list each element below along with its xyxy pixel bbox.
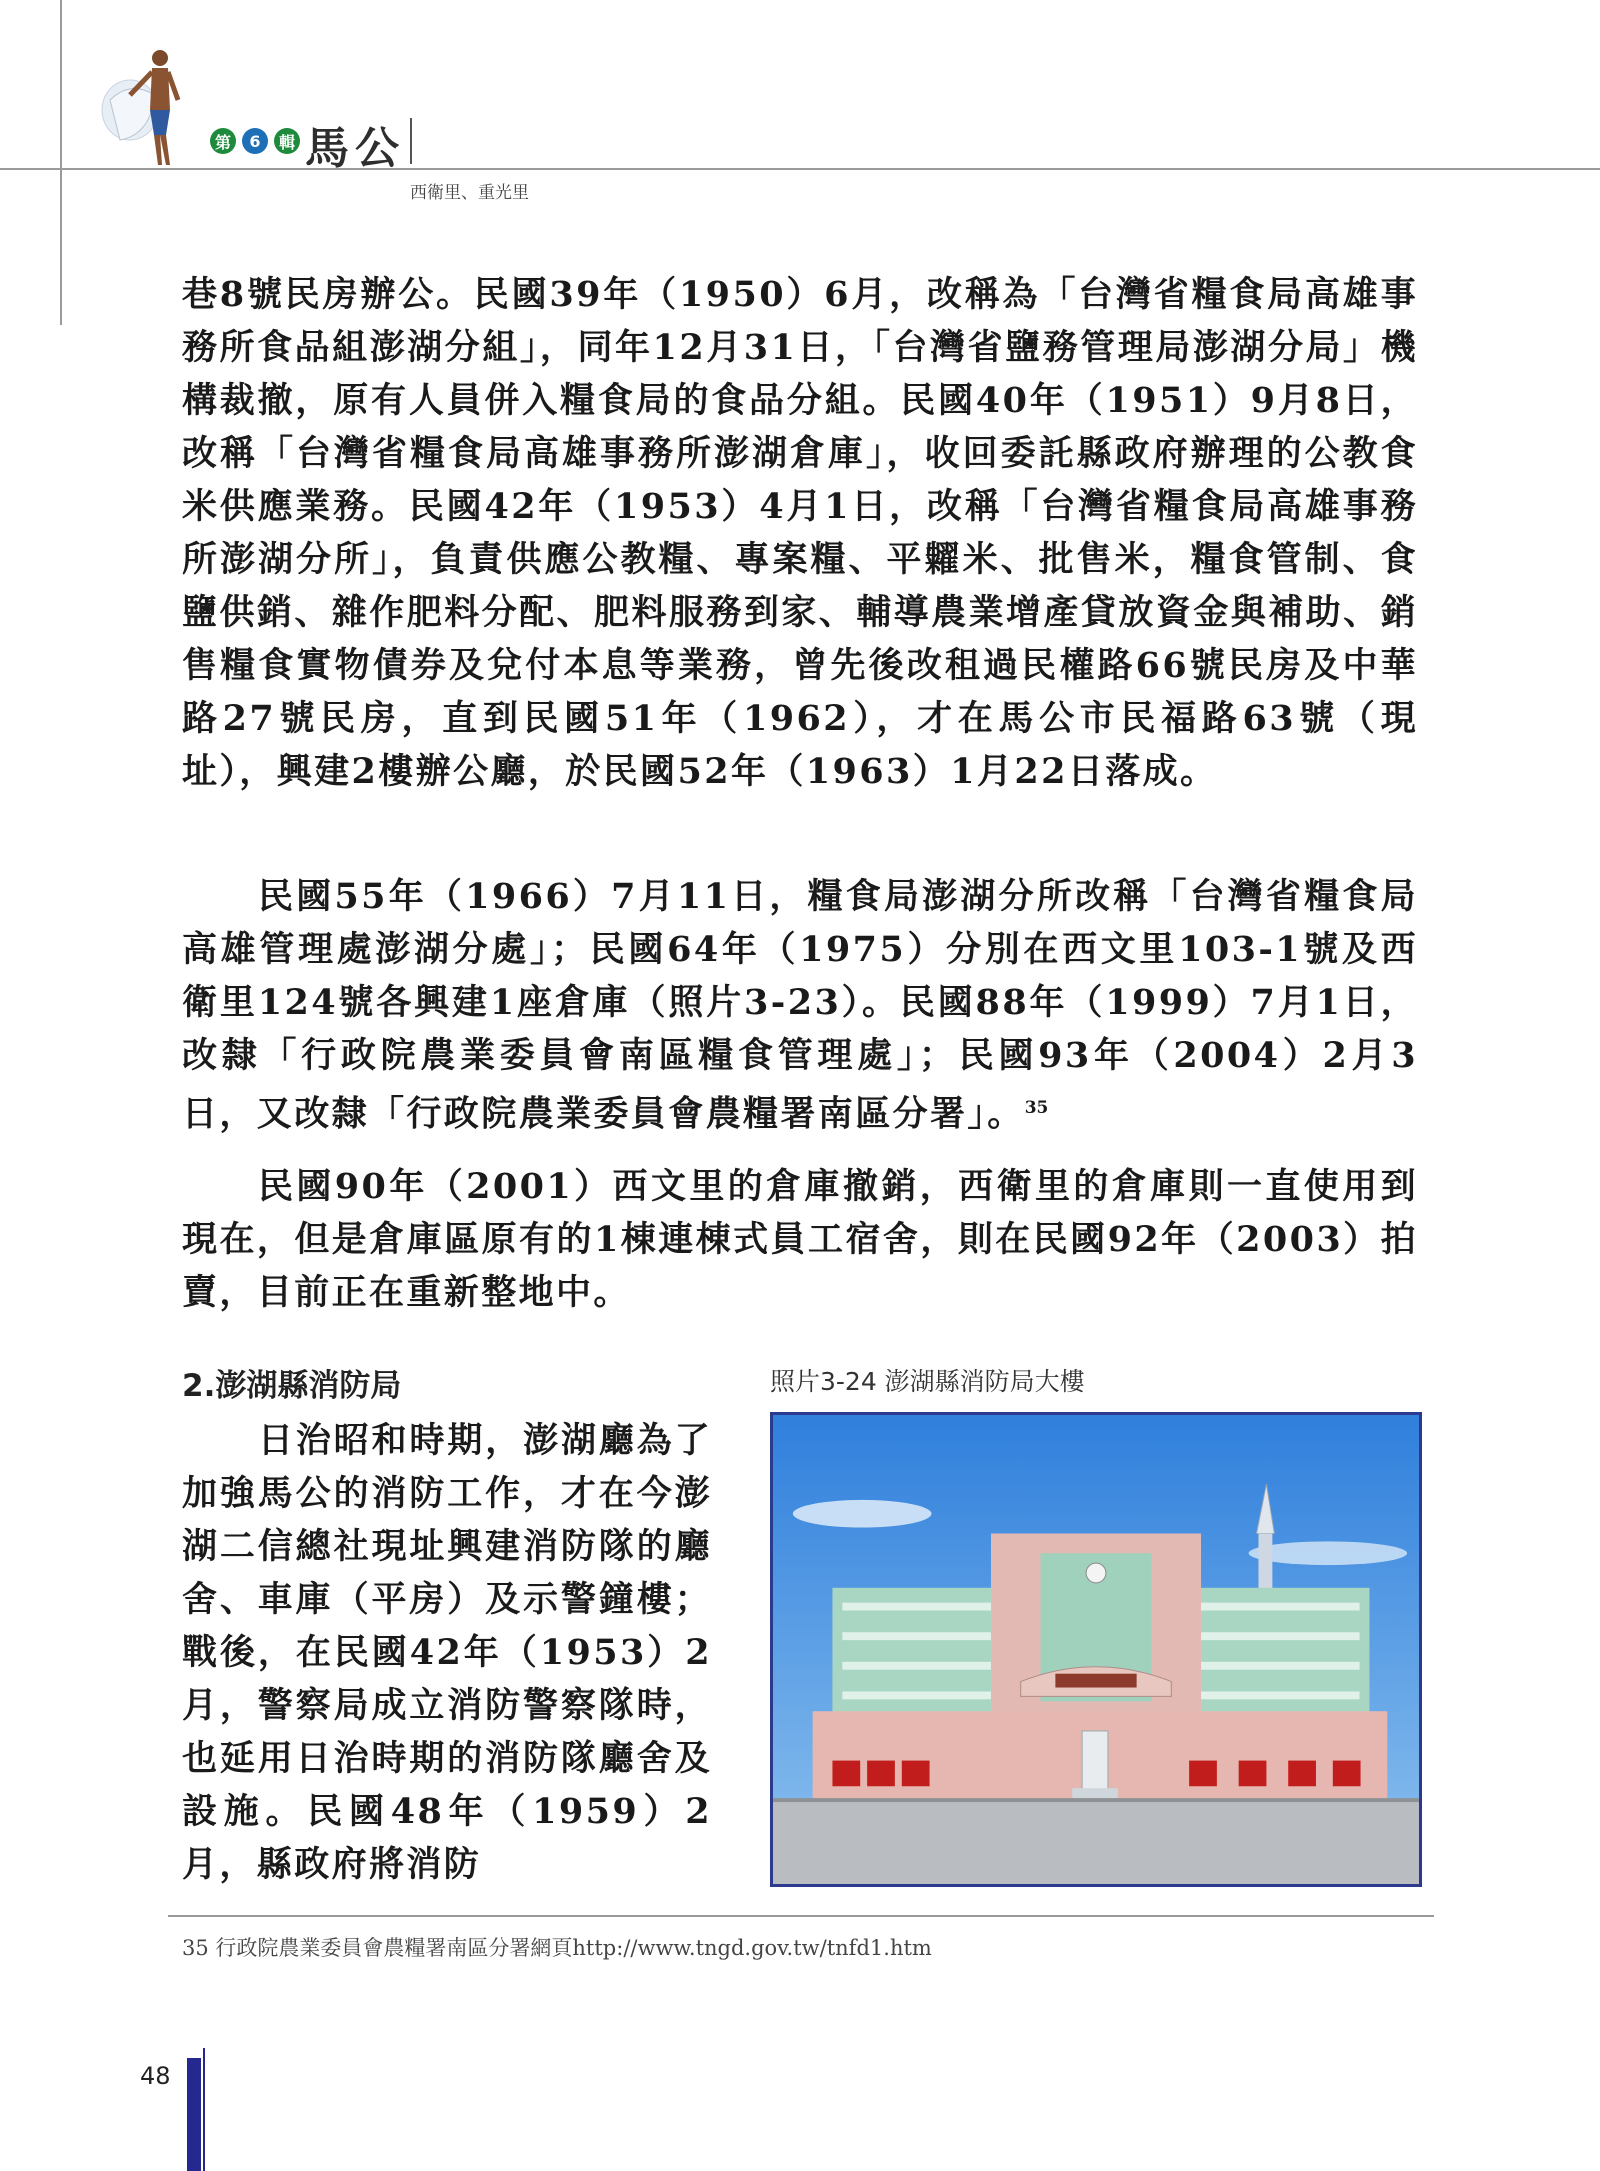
- page-number: 48: [140, 2062, 171, 2090]
- paragraph-2-text: 民國55年（1966）7月11日，糧食局澎湖分所改稱「台灣省糧食局高雄管理處澎湖分處」；民國64年（1975）分別在西文里103-1號及西衛里124號各興建1座倉庫（照片3-23）。民國88年（1999）7月1日，改隸「行政院農業委員會南區糧食管理處」；民國93年（2004）2月3日，又改隸「行政院農業委員會農糧署南區分署」。: [182, 876, 1418, 1135]
- paragraph-3: 民國90年（2001）西文里的倉庫撤銷，西衛里的倉庫則一直使用到現在，但是倉庫區原有的1棟連棟式員工宿舍，則在民國92年（2003）拍賣，目前正在重新整地中。: [182, 1166, 1418, 1313]
- chapter-badge-prefix: 第: [210, 128, 236, 154]
- title-divider: [410, 118, 412, 164]
- paragraph-1: 巷8號民房辦公。民國39年（1950）6月，改稱為「台灣省糧食局高雄事務所食品組澎湖分組」，同年12月31日，「台灣省鹽務管理局澎湖分局」機構裁撤，原有人員併入糧食局的食品分組。民國40年（1951）9月8日，改稱「台灣省糧食局高雄事務所澎湖倉庫」，收回委託縣政府辦理的公教食米供應業務。民國42年（1953）4月1日，改稱「台灣省糧食局高雄事務所澎湖分所」，負責供應公教糧、專案糧、平糶米、批售米，糧食管制、食鹽供銷、雜作肥料分配、肥料服務到家、輔導農業增產貸放資金與補助、銷售糧食實物債券及兌付本息等業務，曾先後改租過民權路66號民房及中華路27號民房，直到民國51年（1962），才在馬公市民福路63號（現址），興建2樓辦公廳，於民國52年（1963）1月22日落成。: [182, 274, 1418, 792]
- page-edge-bar: [187, 2058, 201, 2171]
- page-edge-bar-thin: [203, 2048, 205, 2171]
- chapter-subtitle: 西衛里、重光里: [410, 183, 529, 203]
- section-heading: 2.澎湖縣消防局: [182, 1368, 402, 1404]
- chapter-number: 6: [242, 128, 268, 154]
- fire-department-building-photo: [770, 1412, 1422, 1887]
- chapter-title: 馬公: [305, 123, 405, 174]
- photo-caption: 照片3-24 澎湖縣消防局大樓: [770, 1367, 1085, 1396]
- footnote-rule: [168, 1915, 1434, 1917]
- section-2-text: 日治昭和時期，澎湖廳為了加強馬公的消防工作，才在今澎湖二信總社現址興建消防隊的廳舍、車庫（平房）及示警鐘樓；戰後，在民國42年（1953）2月，警察局成立消防警察隊時，也延用日治時期的消防隊廳舍及設施。民國48年（1959）2月，縣政府將消防: [182, 1420, 712, 1885]
- footnote-ref: 35: [1024, 1098, 1049, 1118]
- header-vertical-rule: [60, 0, 62, 325]
- header-horizontal-rule: [0, 168, 1600, 170]
- footnote-35: 35 行政院農業委員會農糧署南區分署網頁http://www.tngd.gov.tw/tnfd1.htm: [182, 1936, 932, 1960]
- chapter-badge: [210, 128, 300, 154]
- chapter-badge-suffix: 輯: [274, 128, 300, 154]
- fisherman-figure-illustration: [100, 40, 190, 170]
- paragraph-2: [182, 870, 1418, 1141]
